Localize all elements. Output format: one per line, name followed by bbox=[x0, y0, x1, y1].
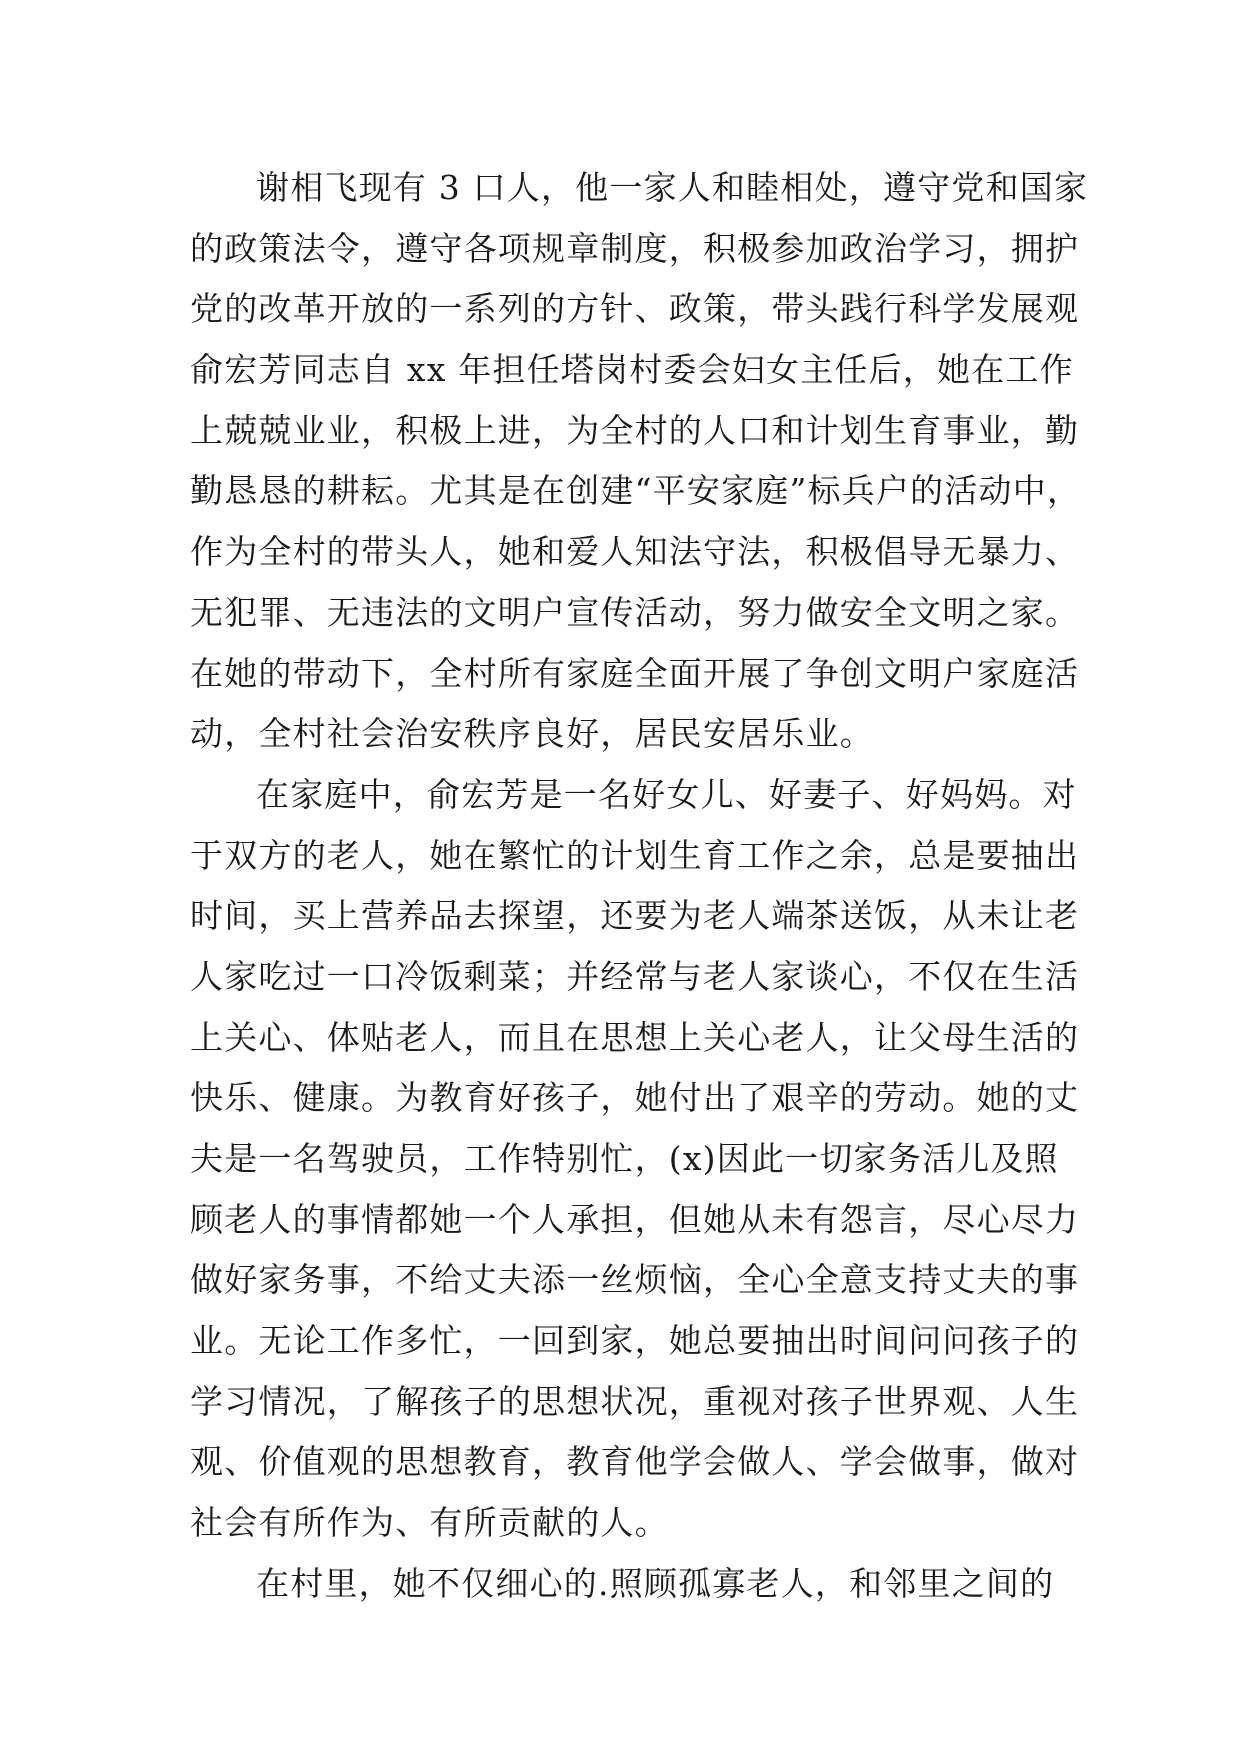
text-line: 夫是一名驾驶员，工作特别忙，(x)因此一切家务活儿及照 bbox=[190, 1139, 1059, 1178]
text-line: 的政策法令，遵守各项规章制度，积极参加政治学习，拥护 bbox=[190, 228, 1080, 268]
text-line: 时间，买上营养品去探望，还要为老人端茶送饭，从未让老 bbox=[190, 896, 1080, 936]
text-line: 上兢兢业业，积极上进，为全村的人口和计划生育事业，勤 bbox=[190, 410, 1080, 450]
text-line: 在她的带动下，全村所有家庭全面开展了争创文明户家庭活 bbox=[190, 653, 1080, 693]
text-line: 动，全村社会治安秩序良好，居民安居乐业。 bbox=[190, 714, 874, 754]
text-line: 快乐、健康。为教育好孩子，她付出了艰辛的劳动。她的丈 bbox=[190, 1078, 1080, 1118]
text-line: 谢相飞现有 3 口人，他一家人和睦相处，遵守党和国家 bbox=[256, 168, 1089, 207]
text-line: 社会有所作为、有所贡献的人。 bbox=[190, 1503, 669, 1543]
text-line: 业。无论工作多忙，一回到家，她总要抽出时间问问孩子的 bbox=[190, 1321, 1080, 1361]
text-line: 在村里，她不仅细心的.照顾孤寡老人，和邻里之间的 bbox=[256, 1563, 1055, 1603]
text-line: 无犯罪、无违法的文明户宣传活动，努力做安全文明之家。 bbox=[190, 592, 1080, 632]
text-line: 观、价值观的思想教育，教育他学会做人、学会做事，做对 bbox=[190, 1442, 1080, 1482]
text-line: 学习情况，了解孩子的思想状况，重视对孩子世界观、人生 bbox=[190, 1381, 1080, 1421]
text-line: 俞宏芳同志自 xx 年担任塔岗村委会妇女主任后，她在工作 bbox=[190, 350, 1074, 390]
document-body bbox=[190, 158, 1089, 1615]
text-line: 作为全村的带头人，她和爱人知法守法，积极倡导无暴力、 bbox=[190, 532, 1080, 572]
text-line: 在家庭中，俞宏芳是一名好女儿、好妻子、好妈妈。对 bbox=[256, 774, 1077, 814]
text-line: 于双方的老人，她在繁忙的计划生育工作之余，总是要抽出 bbox=[190, 835, 1080, 875]
text-line: 顾老人的事情都她一个人承担，但她从未有怨言，尽心尽力 bbox=[190, 1199, 1080, 1239]
text-line: 党的改革开放的一系列的方针、政策，带头践行科学发展观 bbox=[190, 289, 1080, 329]
text-line: 上关心、体贴老人，而且在思想上关心老人，让父母生活的 bbox=[190, 1017, 1080, 1057]
text-line: 勤恳恳的耕耘。尤其是在创建“平安家庭”标兵户的活动中， bbox=[190, 471, 1082, 511]
text-line: 人家吃过一口冷饭剩菜；并经常与老人家谈心，不仅在生活 bbox=[190, 956, 1080, 996]
text-line: 做好家务事，不给丈夫添一丝烦恼，全心全意支持丈夫的事 bbox=[190, 1260, 1080, 1300]
